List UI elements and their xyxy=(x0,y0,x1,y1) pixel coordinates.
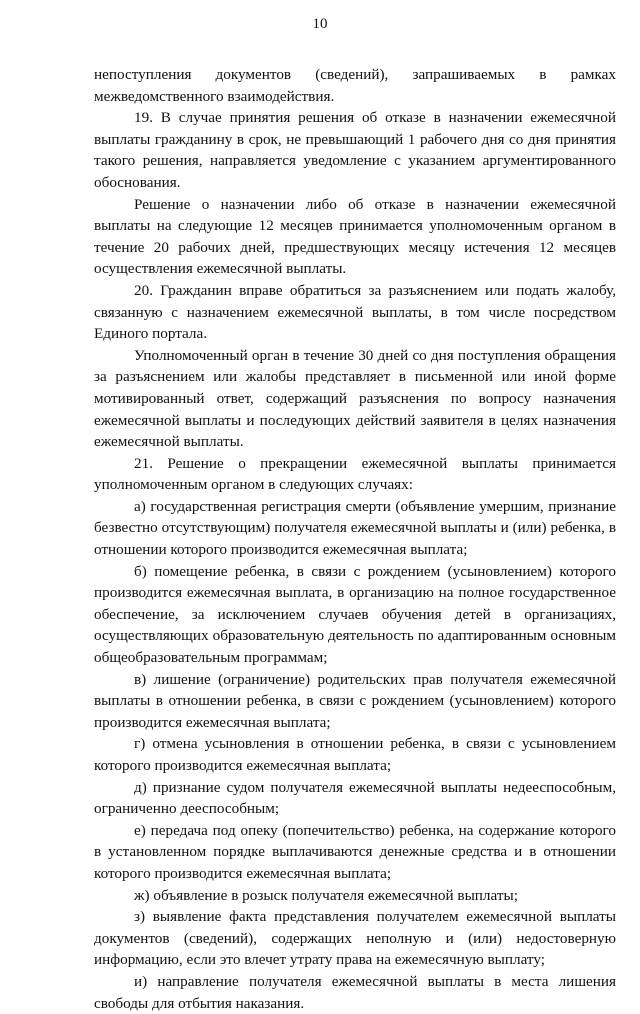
list-item-a: а) государственная регистрация смерти (объявление умершим, признание безвестно отсутствующим) получателя ежемесячной выплаты и (или) ребенка, в отношении которого производится ежемесячная выплата; xyxy=(94,497,616,559)
paragraph-item-21: 21. Решение о прекращении ежемесячной выплаты принимается уполномоченным органом в следующих случаях: xyxy=(94,454,616,494)
list-item-i: и) направление получателя ежемесячной выплаты в места лишения свободы для отбытия наказания. xyxy=(94,972,616,1012)
list-item-e: е) передача под опеку (попечительство) ребенка, на содержание которого в установленном порядке выплачиваются денежные средства и в отношении которого производится ежемесячная выплата; xyxy=(94,821,616,882)
paragraph-continuation: непоступления документов (сведений), запрашиваемых в рамках межведомственного взаимодействия. xyxy=(94,66,616,105)
paragraph-decision-12-months: Решение о назначении либо об отказе в назначении ежемесячной выплаты на следующие 12 месяцев принимается уполномоченным органом в течение 20 рабочих дней, предшествующих месяцу истечения 12 месяцев осуществления ежемесячной выплаты. xyxy=(94,195,616,278)
document-body xyxy=(94,64,616,1014)
list-item-zh: ж) объявление в розыск получателя ежемесячной выплаты; xyxy=(134,886,518,904)
list-item-g: г) отмена усыновления в отношении ребенка, в связи с усыновлением которого производится ежемесячная выплата; xyxy=(94,735,616,774)
list-item-v: в) лишение (ограничение) родительских прав получателя ежемесячной выплаты в отношении ребенка, в связи с рождением (усыновлением) которого производится ежемесячная выплата; xyxy=(94,670,616,731)
list-item-b: б) помещение ребенка, в связи с рождением (усыновлением) которого производится ежемесячная выплата, в организацию на полное государственное обеспечение, за исключением случаев обучения детей в организациях, осуществляющих образовательную деятельность по адаптированным основным общеобразовательным программам; xyxy=(94,562,616,667)
list-item-d: д) признание судом получателя ежемесячной выплаты недееспособным, ограниченно дееспособным; xyxy=(94,778,616,818)
paragraph-item-19: 19. В случае принятия решения об отказе в назначении ежемесячной выплаты гражданину в срок, не превышающий 1 рабочего дня со дня принятия такого решения, направляется уведомление с указанием аргументированного обоснования. xyxy=(94,109,616,191)
paragraph-item-20: 20. Гражданин вправе обратиться за разъяснением или подать жалобу, связанную с назначением ежемесячной выплаты, в том числе посредством Единого портала. xyxy=(94,281,616,343)
paragraph-response-30-days: Уполномоченный орган в течение 30 дней со дня поступления обращения за разъяснением или жалобы представляет в письменной или иной форме мотивированный ответ, содержащий разъяснения по вопросу назначения ежемесячной выплаты и последующих действий заявителя в целях назначения ежемесячной выплаты. xyxy=(94,346,616,451)
list-item-z: з) выявление факта представления получателем ежемесячной выплаты документов (сведений), содержащих неполную и (или) недостоверную информацию, если это влечет утрату права на ежемесячную выплату; xyxy=(94,908,616,969)
page-number: 10 xyxy=(312,16,328,32)
